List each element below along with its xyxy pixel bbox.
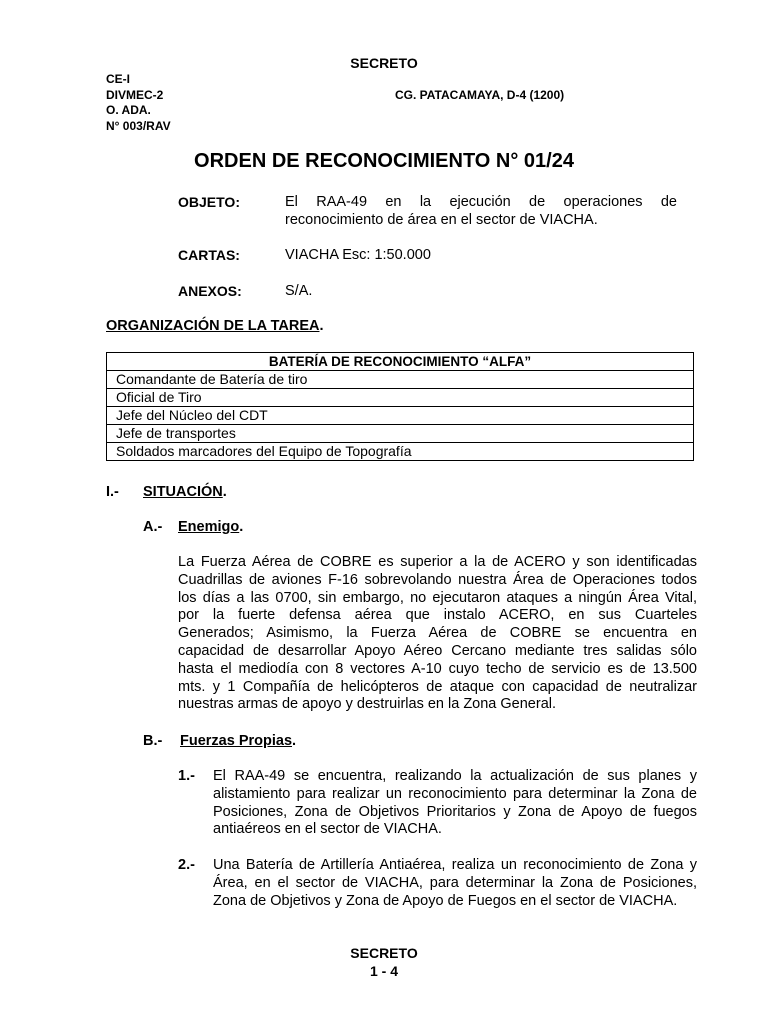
- objeto-label: OBJETO:: [178, 194, 240, 210]
- code-line: O. ADA.: [106, 103, 151, 117]
- paragraph-line: mts. y 1 Compañía de helicópteros de ataque con capacidad de neutralizar: [178, 678, 697, 695]
- paragraph-line: los días a las 0700, sin embargo, no ejecutaron ataques a ningún Área Vital,: [178, 589, 697, 606]
- item-number: 2.-: [178, 857, 195, 873]
- paragraph-line: Área, en el sector de VIACHA, para determinar la Zona de Posiciones,: [213, 874, 697, 891]
- table-cell: Comandante de Batería de tiro: [107, 371, 694, 389]
- item-number: 1.-: [178, 768, 195, 784]
- classification-header: SECRETO: [350, 55, 418, 71]
- subsection-title-fuerzas: [180, 733, 296, 749]
- situacion-suffix: .: [222, 484, 227, 500]
- paragraph-line: Generados; Asimismo, la Fuerza Aérea de COBRE se encuentra en: [178, 625, 697, 642]
- cartas-value: VIACHA Esc: 1:50.000: [285, 247, 431, 263]
- table-cell: Jefe del Núcleo del CDT: [107, 407, 694, 425]
- table-row: [107, 425, 694, 443]
- anexos-value: S/A.: [285, 283, 313, 299]
- item-paragraph: [213, 857, 697, 910]
- code-line: CE-I: [106, 72, 130, 86]
- section-number: I.-: [106, 484, 119, 500]
- paragraph-line: Cuadrillas de aviones F-16 sobrevolando nuestra Área de Operaciones todos: [178, 571, 697, 588]
- paragraph-line: Zona de Objetivos y Zona de Apoyo de Fuegos en el sector de VIACHA.: [213, 892, 678, 909]
- document-title: ORDEN DE RECONOCIMIENTO N° 01/24: [194, 150, 574, 172]
- organization-title: [106, 318, 324, 334]
- table-row: [107, 407, 694, 425]
- paragraph-line: alistamiento para realizar un reconocimiento para determinar la Zona de: [213, 785, 697, 802]
- table-row: [107, 371, 694, 389]
- page-number: 1 - 4: [369, 963, 398, 979]
- code-line: N° 003/RAV: [106, 118, 171, 133]
- code-line: DIVMEC-2: [106, 87, 164, 102]
- table-row: [107, 389, 694, 407]
- enemigo-title: Enemigo: [178, 519, 240, 535]
- organization-table: [106, 352, 694, 461]
- location-datetime: CG. PATACAMAYA, D-4 (1200): [395, 88, 565, 102]
- paragraph-line: nuestras armas de apoyo y destruirlas en la Zona General.: [178, 696, 557, 713]
- subsection-letter: A.-: [143, 519, 163, 535]
- anexos-label: ANEXOS:: [178, 283, 242, 299]
- enemy-paragraph: [178, 554, 697, 714]
- item-paragraph: [213, 768, 697, 839]
- table-cell: Oficial de Tiro: [107, 389, 694, 407]
- subsection-letter: B.-: [143, 733, 163, 749]
- table-cell: Soldados marcadores del Equipo de Topografía: [107, 443, 694, 461]
- paragraph-line: por la fuerte defensa aérea que instalo ACERO, en sus Cuarteles: [178, 607, 697, 624]
- paragraph-line: capacidad de desarrollar Apoyo Aéreo Cercano mediante tres salidas sólo: [178, 642, 697, 659]
- enemigo-suffix: .: [239, 519, 244, 535]
- paragraph-line: Una Batería de Artillería Antiaérea, realiza un reconocimiento de Zona y: [213, 857, 697, 873]
- document-codes: [106, 72, 171, 134]
- paragraph-line: hasta el mediodía con 8 vectores A-10 cuyo techo de servicio es de 13.500: [178, 660, 697, 677]
- paragraph-line: La Fuerza Aérea de COBRE es superior a la de ACERO y son identificadas: [178, 554, 697, 570]
- table-header: BATERÍA DE RECONOCIMIENTO “ALFA”: [107, 353, 694, 371]
- page-footer: [0, 944, 768, 980]
- situacion-title: SITUACIÓN: [143, 484, 223, 500]
- paragraph-line: antiaéreos en el sector de VIACHA.: [213, 821, 442, 838]
- classification-footer: SECRETO: [350, 945, 418, 961]
- table-cell: Jefe de transportes: [107, 425, 694, 443]
- organization-title-text: ORGANIZACIÓN DE LA TAREA: [106, 318, 320, 334]
- paragraph-line: Posiciones, Zona de Objetivos Prioritarios y Zona de Apoyo de fuegos: [213, 803, 697, 820]
- section-title-situacion: [143, 484, 227, 500]
- paragraph-line: El RAA-49 se encuentra, realizando la actualización de sus planes y: [213, 768, 697, 784]
- table-row: [107, 443, 694, 461]
- subsection-title-enemigo: [178, 519, 243, 535]
- objeto-value: El RAA-49 en la ejecución de operaciones de reconocimiento de área en el sector de VIACHA.: [285, 194, 677, 228]
- organization-title-suffix: .: [319, 318, 324, 334]
- fuerzas-suffix: .: [292, 733, 297, 749]
- fuerzas-title: Fuerzas Propias: [180, 733, 293, 749]
- cartas-label: CARTAS:: [178, 247, 240, 263]
